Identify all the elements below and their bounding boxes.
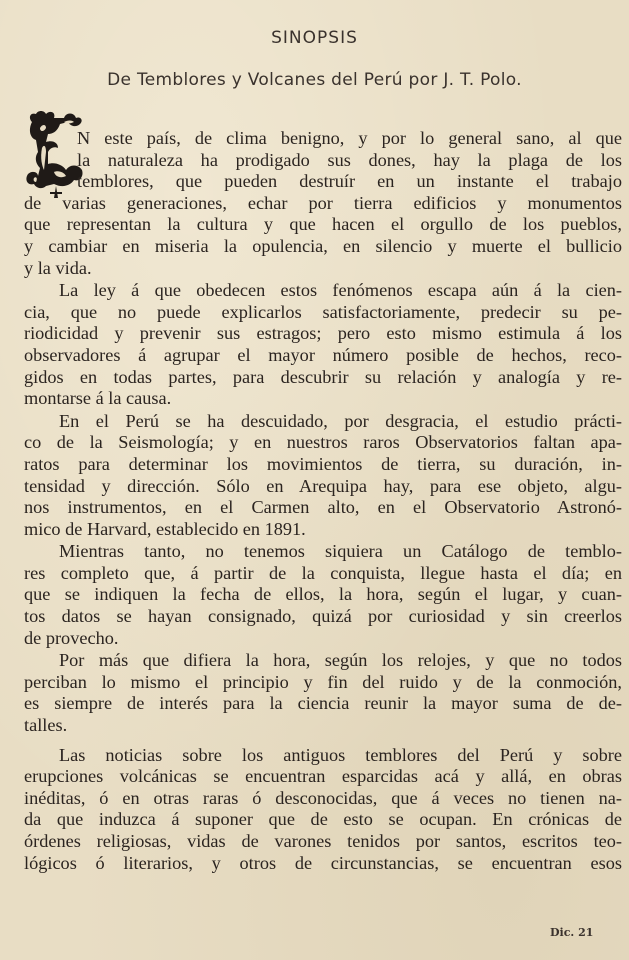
- text-line: es siempre de interés para la ciencia reunir la mayor suma de de-: [24, 693, 622, 714]
- text-line: lógicos ó literarios, y otros de circunstancias, se encuentran esos: [24, 852, 622, 873]
- text-line: y la vida.: [24, 257, 92, 278]
- text-line: perciban lo mismo el principio y fin del ruido y de la conmoción,: [24, 671, 622, 692]
- text-line: La ley á que obedecen estos fenómenos escapa aún á la cien-: [59, 280, 622, 301]
- text-line: co de la Seismología; y en nuestros raros Observatorios faltan apa-: [24, 432, 622, 453]
- section-title: SINOPSIS: [271, 28, 358, 48]
- paragraph: [24, 411, 622, 541]
- text-line: mico de Harvard, establecido en 1891.: [24, 518, 306, 539]
- text-line: de provecho.: [24, 627, 119, 648]
- text-line: órdenes religiosas, vidas de varones tenidos por santos, escritos teo-: [24, 831, 622, 851]
- text-line: da que induzca á suponer que de esto se ocupan. En crónicas de: [24, 809, 622, 830]
- text-line: riodicidad y prevenir sus estragos; pero esto mismo estimula á los: [24, 323, 622, 344]
- text-line: En el Perú se ha descuidado, por desgracia, el estudio prácti-: [59, 410, 622, 431]
- text-line: observadores á agrupar el mayor número posible de hechos, reco-: [24, 344, 622, 365]
- text-line: cia, que no puede explicarlos satisfactoriamente, predecir su pe-: [24, 301, 622, 322]
- paragraph: [24, 128, 622, 279]
- text-line: erupciones volcánicas se encuentran esparcidas acá y allá, en obras: [24, 766, 622, 787]
- signature-mark: Dic. 21: [550, 926, 594, 939]
- text-line: temblores, que pueden destruír en un instante el trabajo: [77, 171, 622, 192]
- text-line: de varias generaciones, echar por tierra edificios y monumentos: [24, 192, 622, 213]
- text-line: res completo que, á partir de la conquista, llegue hasta el día; en: [24, 562, 622, 583]
- text-line: N este país, de clima benigno, y por lo general sano, al que: [77, 128, 622, 148]
- text-line: inéditas, ó en otras raras ó desconocidas, que á veces no tienen na-: [24, 787, 622, 808]
- paragraph: [24, 280, 622, 410]
- text-line: nos instrumentos, en el Carmen alto, en el Observatorio Astronó-: [24, 497, 622, 518]
- text-line: gidos en todas partes, para descubrir su relación y analogía y re-: [24, 366, 622, 387]
- body-text: [24, 128, 622, 874]
- text-line: tensidad y dirección. Sólo en Arequipa hay, para ese objeto, algu-: [24, 475, 622, 496]
- text-line: ratos para determinar los movimientos de tierra, su duración, in-: [24, 453, 622, 474]
- paragraph: [24, 541, 622, 649]
- paragraph: [24, 650, 622, 736]
- text-line: y cambiar en miseria la opulencia, en silencio y muerte el bullicio: [24, 235, 622, 256]
- text-line: que se indiquen la fecha de ellos, la hora, según el lugar, y cuan-: [24, 584, 622, 605]
- text-line: Mientras tanto, no tenemos siquiera un Catálogo de temblo-: [59, 541, 622, 562]
- paragraph: [24, 745, 622, 875]
- text-line: la naturaleza ha prodigado sus dones, hay la plaga de los: [77, 149, 622, 170]
- document-subtitle: De Temblores y Volcanes del Perú por J. T. Polo.: [107, 70, 522, 90]
- text-line: tos datos se hayan consignado, quizá por curiosidad y sin creerlos: [24, 606, 622, 627]
- text-line: Las noticias sobre los antiguos temblores del Perú y sobre: [59, 744, 622, 765]
- text-line: talles.: [24, 715, 68, 736]
- text-line: Por más que difiera la hora, según los relojes, y que no todos: [59, 650, 622, 671]
- text-line: montarse á la causa.: [24, 388, 172, 409]
- text-line: que representan la cultura y que hacen el orgullo de los pueblos,: [24, 214, 622, 235]
